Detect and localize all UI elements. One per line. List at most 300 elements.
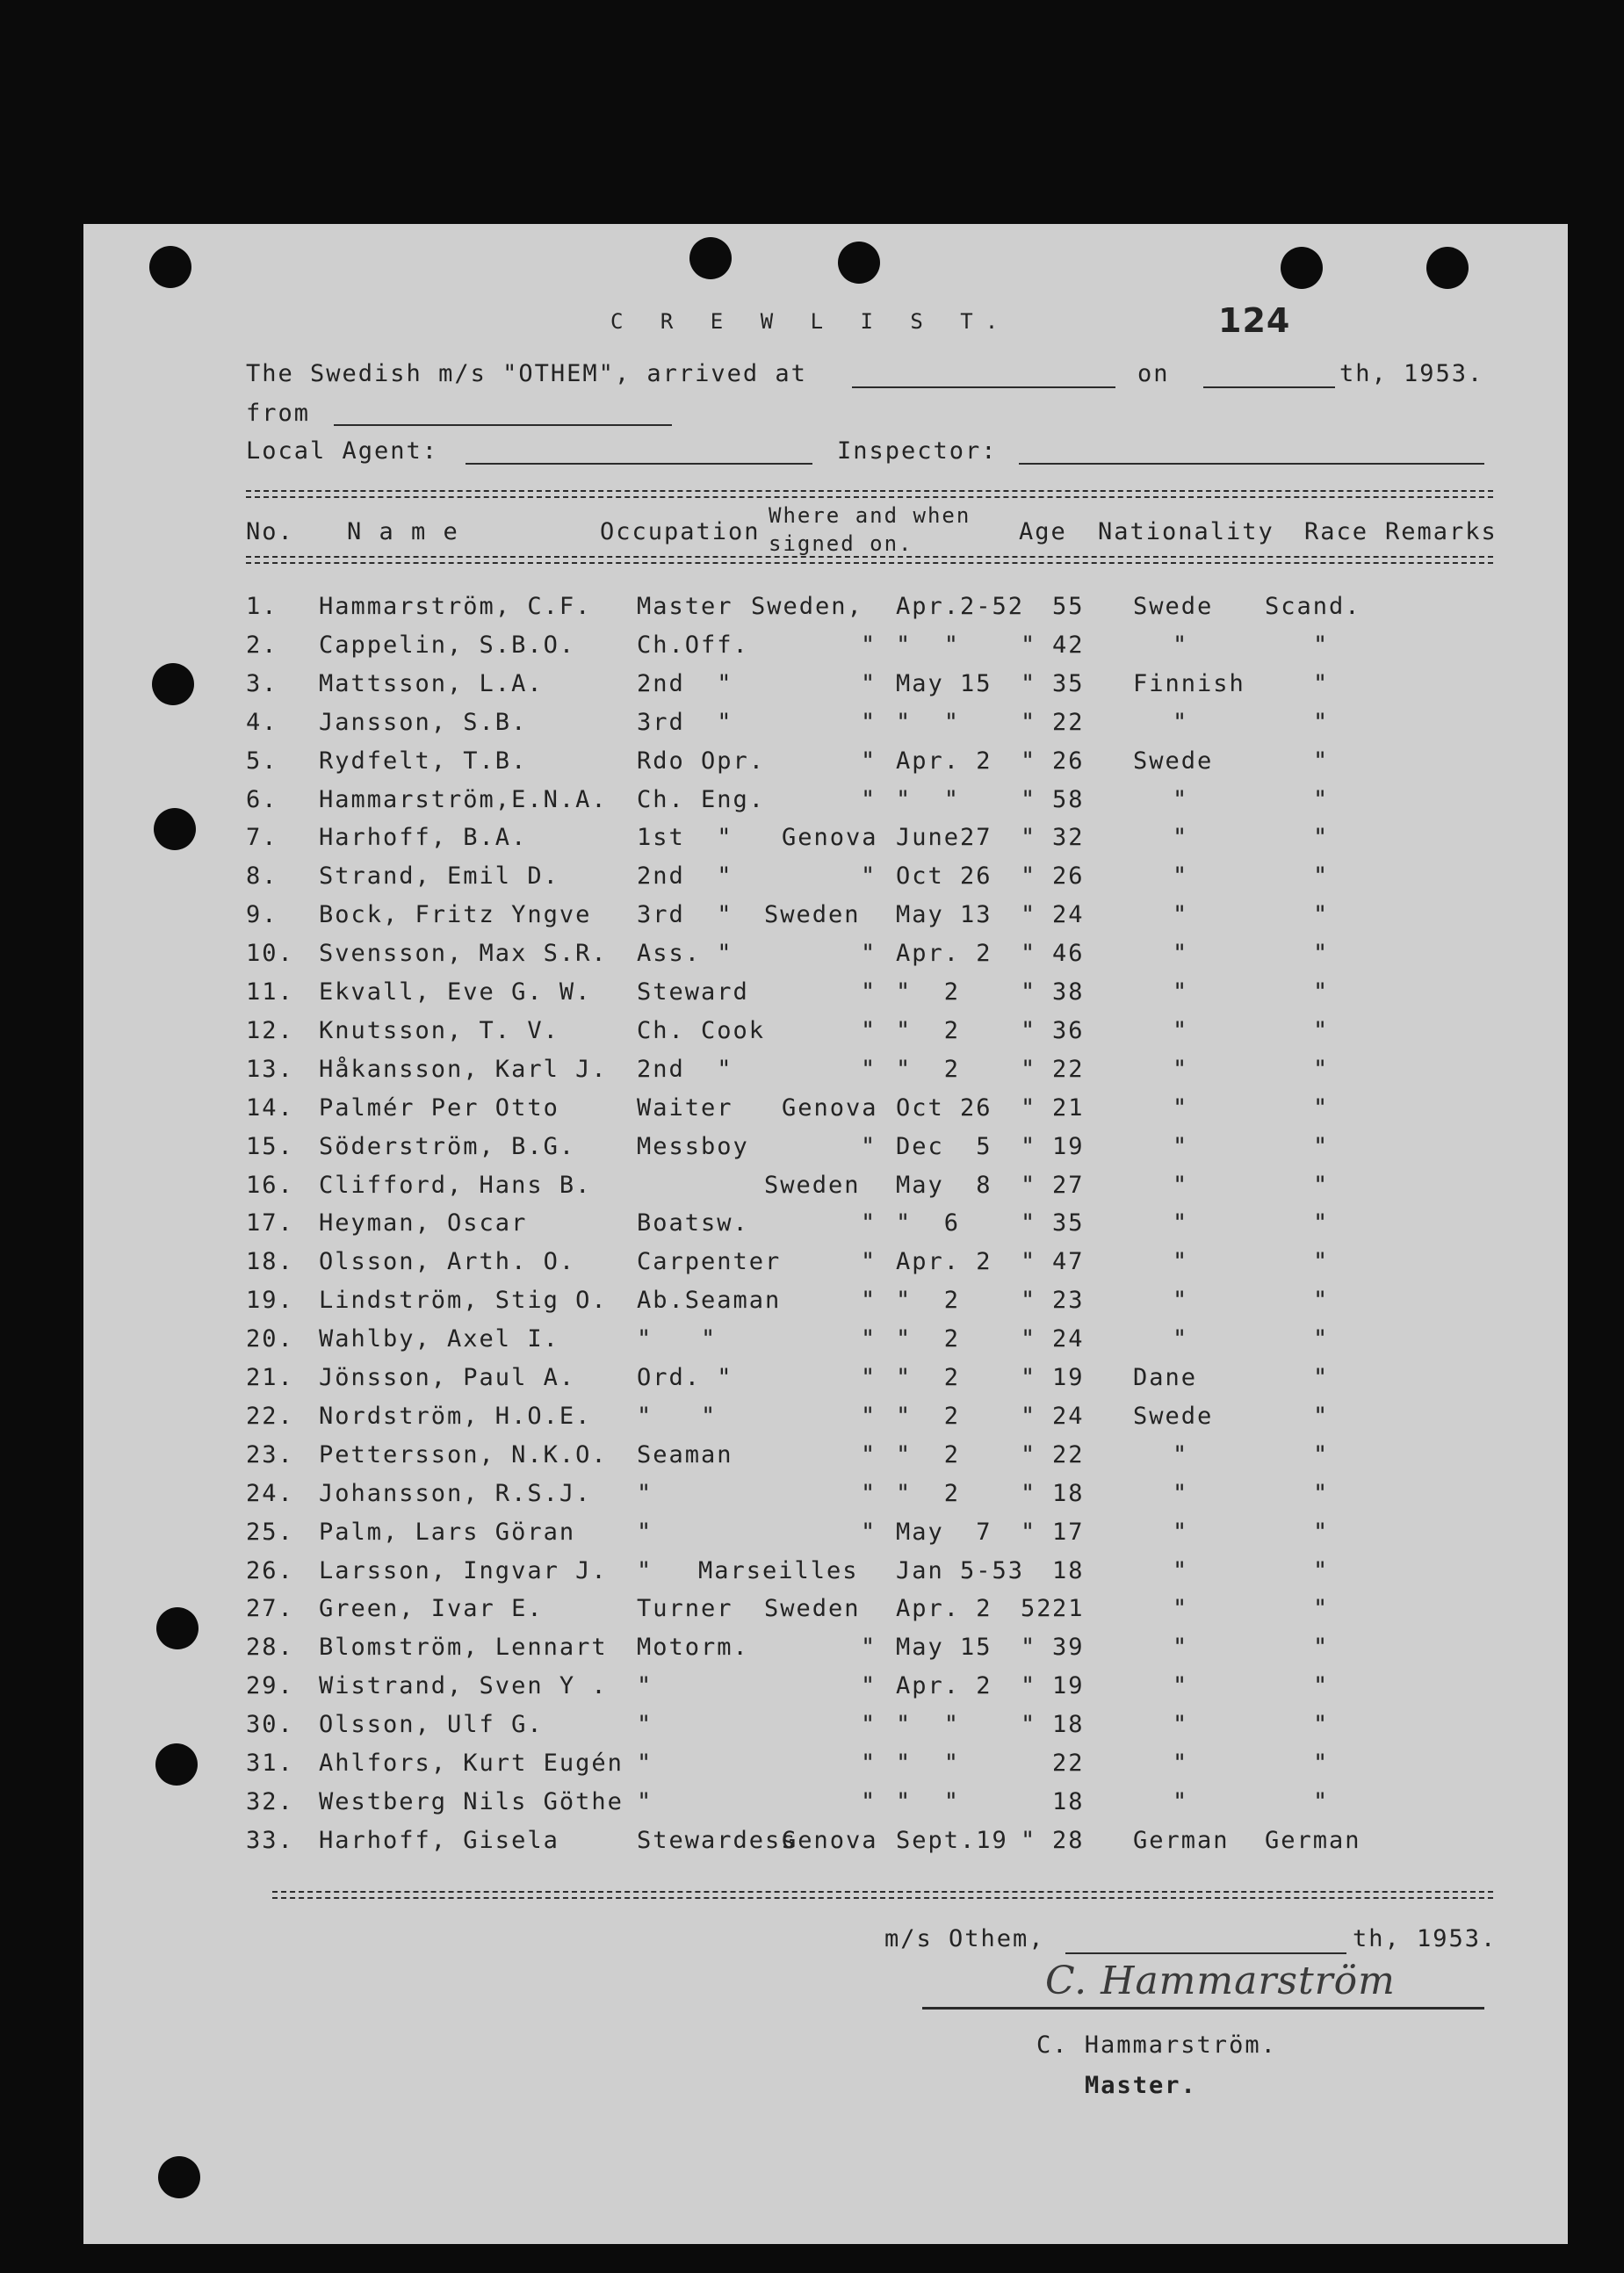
crew-date: " 2 <box>896 978 961 1006</box>
crew-no: 16. <box>246 1171 294 1199</box>
crew-date: " " <box>896 631 961 659</box>
punch-hole <box>689 237 732 279</box>
crew-year-ditto: " <box>1021 1325 1037 1353</box>
crew-year-ditto: " <box>1021 1402 1037 1430</box>
crew-nationality: " <box>1173 940 1189 968</box>
crew-occupation: Ass. " <box>637 940 733 968</box>
crew-occupation: " <box>637 1518 653 1546</box>
crew-race: " <box>1313 631 1330 659</box>
crew-name: Ekvall, Eve G. W. <box>319 978 592 1006</box>
arrival-on-label: on <box>1137 360 1170 387</box>
crew-year-ditto: " <box>1021 1364 1037 1391</box>
crew-name: Heyman, Oscar <box>319 1209 528 1238</box>
crew-occupation: Seaman <box>637 1440 733 1468</box>
crew-race: " <box>1313 747 1330 775</box>
crew-age: 19 <box>1052 1672 1085 1700</box>
table-row <box>83 1133 1568 1172</box>
crew-year-ditto: " <box>1021 824 1037 852</box>
crew-occupation: Messboy <box>637 1132 749 1160</box>
footer-ship: m/s Othem, <box>884 1925 1045 1952</box>
crew-race: " <box>1313 708 1330 736</box>
crew-year-ditto: " <box>1021 1132 1037 1160</box>
crew-race: " <box>1313 1016 1330 1044</box>
crew-date: " 2 <box>896 1440 961 1468</box>
crew-occupation: " <box>637 1711 653 1739</box>
crew-place: " <box>861 669 877 697</box>
crew-age: 32 <box>1052 824 1085 852</box>
crew-nationality: Finnish <box>1133 669 1245 697</box>
crew-no: 3. <box>246 669 278 697</box>
crew-no: 14. <box>246 1093 294 1122</box>
crew-no: 12. <box>246 1016 294 1044</box>
crew-occupation: " " <box>637 1402 718 1430</box>
crew-age: 21 <box>1052 1093 1085 1122</box>
crew-year-ditto: " <box>1021 1171 1037 1199</box>
crew-race: " <box>1313 1711 1330 1739</box>
crew-no: 26. <box>246 1556 294 1584</box>
crew-nationality: " <box>1173 708 1189 736</box>
table-row <box>83 593 1568 631</box>
crew-age: 22 <box>1052 1750 1085 1777</box>
crew-occupation: " <box>637 1479 653 1507</box>
crew-nationality: " <box>1173 1287 1189 1315</box>
crew-age: 28 <box>1052 1826 1085 1854</box>
table-row <box>83 1441 1568 1480</box>
col-header-no: No. <box>246 518 294 545</box>
crew-name: Lindström, Stig O. <box>319 1287 608 1315</box>
crew-occupation: " <box>637 1556 653 1584</box>
crew-race: " <box>1313 862 1330 891</box>
table-row <box>83 1287 1568 1325</box>
crew-place: " <box>861 1787 877 1815</box>
crew-no: 17. <box>246 1209 294 1238</box>
crew-name: Jönsson, Paul A. <box>319 1364 576 1391</box>
crew-place: " <box>861 1325 877 1353</box>
table-row <box>83 978 1568 1017</box>
crew-nationality: " <box>1173 1518 1189 1546</box>
crew-occupation: 1st " <box>637 824 733 852</box>
crew-place: Sweden <box>764 1171 861 1199</box>
crew-occupation: Ch. Eng. <box>637 785 766 813</box>
col-header-age: Age <box>1019 518 1067 545</box>
crew-age: 46 <box>1052 940 1085 968</box>
crew-nationality: German <box>1133 1826 1230 1854</box>
crew-age: 19 <box>1052 1364 1085 1391</box>
crew-nationality: " <box>1173 1325 1189 1353</box>
col-header-where-when: Where and when <box>769 503 971 528</box>
crew-year-ditto: " <box>1021 1672 1037 1700</box>
crew-name: Larsson, Ingvar J. <box>319 1556 608 1584</box>
crew-name: Olsson, Arth. O. <box>319 1248 576 1276</box>
crew-nationality: " <box>1173 1556 1189 1584</box>
table-row <box>83 1480 1568 1519</box>
local-agent-label: Local Agent: <box>246 437 439 465</box>
crew-age: 24 <box>1052 1325 1085 1353</box>
crew-date: " " <box>896 1711 961 1739</box>
crew-age: 22 <box>1052 1440 1085 1468</box>
crew-no: 21. <box>246 1364 294 1391</box>
table-row <box>83 747 1568 786</box>
crew-name: Johansson, R.S.J. <box>319 1479 592 1507</box>
crew-no: 29. <box>246 1672 294 1700</box>
crew-nationality: " <box>1173 1595 1189 1623</box>
crew-age: 22 <box>1052 708 1085 736</box>
crew-year-ditto: " <box>1021 1518 1037 1546</box>
punch-hole <box>838 242 880 284</box>
crew-name: Hammarström,E.N.A. <box>319 785 608 813</box>
crew-no: 27. <box>246 1595 294 1623</box>
crew-no: 15. <box>246 1132 294 1160</box>
crew-place: " <box>861 978 877 1006</box>
crew-race: " <box>1313 669 1330 697</box>
from-blank <box>334 424 672 426</box>
crew-no: 24. <box>246 1479 294 1507</box>
crew-date: June27 <box>896 824 992 852</box>
crew-name: Ahlfors, Kurt Eugén <box>319 1750 624 1777</box>
master-signature: C. Hammarström <box>1045 1959 1396 2003</box>
punch-hole <box>149 246 191 288</box>
crew-nationality: " <box>1173 1132 1189 1160</box>
crew-date: " " <box>896 785 961 813</box>
crew-place: Sweden <box>764 1595 861 1623</box>
crew-name: Knutsson, T. V. <box>319 1016 559 1044</box>
crew-place: " <box>861 1402 877 1430</box>
crew-no: 18. <box>246 1248 294 1276</box>
crew-date: Apr.2-52 <box>896 593 1025 620</box>
crew-place: " <box>861 1248 877 1276</box>
crew-nationality: " <box>1173 978 1189 1006</box>
table-row <box>83 1750 1568 1788</box>
arrival-port-blank <box>852 386 1115 388</box>
col-header-nationality: Nationality <box>1098 518 1274 545</box>
crew-race: " <box>1313 1595 1330 1623</box>
col-header-race: Race <box>1304 518 1369 545</box>
crew-nationality: " <box>1173 1787 1189 1815</box>
crew-nationality: " <box>1173 1750 1189 1777</box>
crew-nationality: " <box>1173 631 1189 659</box>
header-rule-bottom <box>246 556 1493 564</box>
crew-date: May 15 <box>896 669 992 697</box>
footer-date-blank <box>1065 1952 1346 1954</box>
col-header-signed-on: signed on. <box>769 531 913 556</box>
crew-nationality: " <box>1173 1093 1189 1122</box>
crew-race: " <box>1313 1209 1330 1238</box>
document-title: C R E W L I S T. <box>610 309 1011 334</box>
crew-date: " 2 <box>896 1055 961 1083</box>
footer-title: Master. <box>1085 2072 1197 2099</box>
crew-race: " <box>1313 940 1330 968</box>
crew-name: Wistrand, Sven Y . <box>319 1672 608 1700</box>
crew-place: " <box>861 1055 877 1083</box>
crew-nationality: " <box>1173 824 1189 852</box>
table-row <box>83 1056 1568 1094</box>
crew-year-ditto: " <box>1021 978 1037 1006</box>
crew-name: Palmér Per Otto <box>319 1093 559 1122</box>
table-row <box>83 631 1568 670</box>
table-row <box>83 824 1568 862</box>
crew-no: 32. <box>246 1787 294 1815</box>
crew-age: 35 <box>1052 1209 1085 1238</box>
crew-occupation: Steward <box>637 978 749 1006</box>
crew-date: Oct 26 <box>896 862 992 891</box>
crew-date: Jan 5-53 <box>896 1556 1025 1584</box>
arrival-label: The Swedish m/s "OTHEM", arrived at <box>246 360 807 387</box>
crew-name: Cappelin, S.B.O. <box>319 631 576 659</box>
crew-no: 22. <box>246 1402 294 1430</box>
punch-hole <box>1281 247 1323 289</box>
crew-no: 8. <box>246 862 278 891</box>
crew-age: 58 <box>1052 785 1085 813</box>
crew-year-ditto: " <box>1021 747 1037 775</box>
crew-date: Sept.19 <box>896 1826 1008 1854</box>
crew-year-ditto: " <box>1021 1287 1037 1315</box>
crew-place: Genova <box>782 1093 878 1122</box>
crew-name: Clifford, Hans B. <box>319 1171 592 1199</box>
crew-nationality: " <box>1173 1440 1189 1468</box>
page-number: 124 <box>1218 301 1291 340</box>
crew-nationality: " <box>1173 1171 1189 1199</box>
crew-age: 24 <box>1052 901 1085 929</box>
table-row <box>83 786 1568 825</box>
crew-year-ditto: " <box>1021 1055 1037 1083</box>
crew-nationality: " <box>1173 1209 1189 1238</box>
crew-occupation: 3rd " <box>637 708 733 736</box>
crew-name: Palm, Lars Göran <box>319 1518 576 1546</box>
crew-occupation: Stewardess <box>637 1826 798 1854</box>
crew-name: Mattsson, L.A. <box>319 669 544 697</box>
crew-no: 5. <box>246 747 278 775</box>
crew-place: " <box>861 1672 877 1700</box>
crew-no: 6. <box>246 785 278 813</box>
crew-no: 11. <box>246 978 294 1006</box>
col-header-occupation: Occupation <box>600 518 761 545</box>
crew-name: Hammarström, C.F. <box>319 593 592 620</box>
crew-race: " <box>1313 1364 1330 1391</box>
crew-race: " <box>1313 1634 1330 1662</box>
crew-race: " <box>1313 1287 1330 1315</box>
crew-age: 42 <box>1052 631 1085 659</box>
table-row <box>83 1094 1568 1133</box>
crew-occupation: 2nd " <box>637 862 733 891</box>
crew-date: Dec 5 <box>896 1132 992 1160</box>
crew-date: " 2 <box>896 1479 961 1507</box>
crew-place: " <box>861 1132 877 1160</box>
crew-race: " <box>1313 1518 1330 1546</box>
crew-nationality: " <box>1173 785 1189 813</box>
crew-race: German <box>1265 1826 1361 1854</box>
crew-place: " <box>861 631 877 659</box>
table-row <box>83 709 1568 747</box>
crew-no: 1. <box>246 593 278 620</box>
crew-race: " <box>1313 1248 1330 1276</box>
table-row <box>83 1711 1568 1750</box>
crew-race: " <box>1313 1402 1330 1430</box>
from-label: from <box>246 400 311 427</box>
crew-age: 36 <box>1052 1016 1085 1044</box>
crew-occupation: Ab.Seaman <box>637 1287 782 1315</box>
inspector-label: Inspector: <box>837 437 998 465</box>
crew-occupation: Motorm. <box>637 1634 749 1662</box>
crew-occupation: Master <box>637 593 733 620</box>
crew-occupation: Boatsw. <box>637 1209 749 1238</box>
crew-place: " <box>861 1209 877 1238</box>
crew-place: " <box>861 1440 877 1468</box>
arrival-year-label: th, 1953. <box>1339 360 1484 387</box>
crew-no: 28. <box>246 1634 294 1662</box>
crew-age: 18 <box>1052 1787 1085 1815</box>
crew-year-ditto: " <box>1021 862 1037 891</box>
crew-race: Scand. <box>1265 593 1361 620</box>
crew-place: Genova <box>782 1826 878 1854</box>
crew-nationality: " <box>1173 1248 1189 1276</box>
crew-name: Jansson, S.B. <box>319 708 528 736</box>
crew-nationality: " <box>1173 901 1189 929</box>
crew-date: " 2 <box>896 1016 961 1044</box>
crew-race: " <box>1313 1440 1330 1468</box>
crew-place: " <box>861 785 877 813</box>
table-row <box>83 1557 1568 1596</box>
crew-place: Sweden, <box>751 593 863 620</box>
table-row <box>83 1364 1568 1403</box>
crew-nationality: " <box>1173 1055 1189 1083</box>
crew-date: " " <box>896 1750 961 1777</box>
crew-year-ditto: " <box>1021 1248 1037 1276</box>
crew-occupation: Ord. " <box>637 1364 733 1391</box>
crew-year-ditto: " <box>1021 1440 1037 1468</box>
crew-age: 55 <box>1052 593 1085 620</box>
crew-race: " <box>1313 978 1330 1006</box>
crew-no: 30. <box>246 1711 294 1739</box>
crew-year-ditto: " <box>1021 1711 1037 1739</box>
crew-age: 23 <box>1052 1287 1085 1315</box>
crew-place: " <box>861 1750 877 1777</box>
table-row <box>83 670 1568 709</box>
crew-nationality: " <box>1173 1672 1189 1700</box>
header-rule-top <box>246 490 1493 498</box>
crew-no: 31. <box>246 1750 294 1777</box>
crew-date: May 15 <box>896 1634 992 1662</box>
crew-year-ditto: " <box>1021 940 1037 968</box>
table-row <box>83 1403 1568 1441</box>
table-row <box>83 1634 1568 1672</box>
crew-year-ditto: " <box>1021 1479 1037 1507</box>
crew-occupation: Ch. Cook <box>637 1016 766 1044</box>
inspector-blank <box>1019 463 1484 465</box>
crew-date: Apr. 2 <box>896 1595 992 1623</box>
crew-nationality: Swede <box>1133 747 1214 775</box>
crew-age: 26 <box>1052 747 1085 775</box>
crew-year-ditto: " <box>1021 901 1037 929</box>
crew-date: Apr. 2 <box>896 1672 992 1700</box>
crew-occupation: 2nd " <box>637 669 733 697</box>
crew-occupation: " " <box>637 1325 718 1353</box>
crew-age: 26 <box>1052 862 1085 891</box>
crew-race: " <box>1313 1672 1330 1700</box>
crew-age: 19 <box>1052 1132 1085 1160</box>
crew-age: 27 <box>1052 1171 1085 1199</box>
crew-year-ditto: " <box>1021 669 1037 697</box>
table-row <box>83 940 1568 978</box>
crew-date: " 6 <box>896 1209 961 1238</box>
crew-occupation: 2nd " <box>637 1055 733 1083</box>
crew-nationality: " <box>1173 862 1189 891</box>
crew-name: Bock, Fritz Yngve <box>319 901 592 929</box>
crew-date: " 2 <box>896 1364 961 1391</box>
crew-no: 7. <box>246 824 278 852</box>
crew-occupation: Turner <box>637 1595 733 1623</box>
crew-place: " <box>861 1634 877 1662</box>
footer-name: C. Hammarström. <box>1036 2031 1277 2059</box>
crew-place: " <box>861 747 877 775</box>
table-row <box>83 1017 1568 1056</box>
crew-place: " <box>861 940 877 968</box>
crew-no: 13. <box>246 1055 294 1083</box>
crew-name: Green, Ivar E. <box>319 1595 544 1623</box>
arrival-date-blank <box>1203 386 1335 388</box>
crew-occupation: Rdo Opr. <box>637 747 766 775</box>
crew-occupation: Ch.Off. <box>637 631 749 659</box>
crew-place: Sweden <box>764 901 861 929</box>
crew-place: " <box>861 1518 877 1546</box>
crew-year-ditto: " <box>1021 1209 1037 1238</box>
crew-age: 18 <box>1052 1556 1085 1584</box>
crew-race: " <box>1313 1055 1330 1083</box>
crew-name: Nordström, H.O.E. <box>319 1402 592 1430</box>
crew-race: " <box>1313 1787 1330 1815</box>
crew-place: " <box>861 1364 877 1391</box>
crew-name: Rydfelt, T.B. <box>319 747 528 775</box>
crew-date: Apr. 2 <box>896 747 992 775</box>
crew-place: " <box>861 1016 877 1044</box>
crew-age: 17 <box>1052 1518 1085 1546</box>
crew-race: " <box>1313 1479 1330 1507</box>
signature-line <box>922 2007 1484 2010</box>
crew-race: " <box>1313 1556 1330 1584</box>
crew-age: 35 <box>1052 669 1085 697</box>
crew-date: Apr. 2 <box>896 1248 992 1276</box>
crew-occupation: 3rd " <box>637 901 733 929</box>
crew-no: 9. <box>246 901 278 929</box>
crew-nationality: " <box>1173 1016 1189 1044</box>
crew-place: " <box>861 708 877 736</box>
crew-no: 2. <box>246 631 278 659</box>
crew-age: 18 <box>1052 1479 1085 1507</box>
footer-rule <box>272 1891 1493 1899</box>
crew-name: Harhoff, B.A. <box>319 824 528 852</box>
crew-year-ditto: " <box>1021 1826 1037 1854</box>
crew-age: 18 <box>1052 1711 1085 1739</box>
crew-date: May 13 <box>896 901 992 929</box>
crew-date: May 7 <box>896 1518 992 1546</box>
crew-date: " " <box>896 708 961 736</box>
crew-name: Strand, Emil D. <box>319 862 559 891</box>
table-row <box>83 1672 1568 1711</box>
crew-date: Oct 26 <box>896 1093 992 1122</box>
crew-age: 22 <box>1052 1055 1085 1083</box>
crew-age: 24 <box>1052 1402 1085 1430</box>
table-row <box>83 862 1568 901</box>
crew-nationality: " <box>1173 1711 1189 1739</box>
crew-no: 4. <box>246 708 278 736</box>
crew-occupation: " <box>637 1750 653 1777</box>
table-row <box>83 901 1568 940</box>
crew-year-ditto: " <box>1021 1016 1037 1044</box>
table-row <box>83 1519 1568 1557</box>
crew-race: " <box>1313 901 1330 929</box>
crew-no: 10. <box>246 940 294 968</box>
crew-year-ditto: " <box>1021 785 1037 813</box>
crew-year-ditto: " <box>1021 1093 1037 1122</box>
